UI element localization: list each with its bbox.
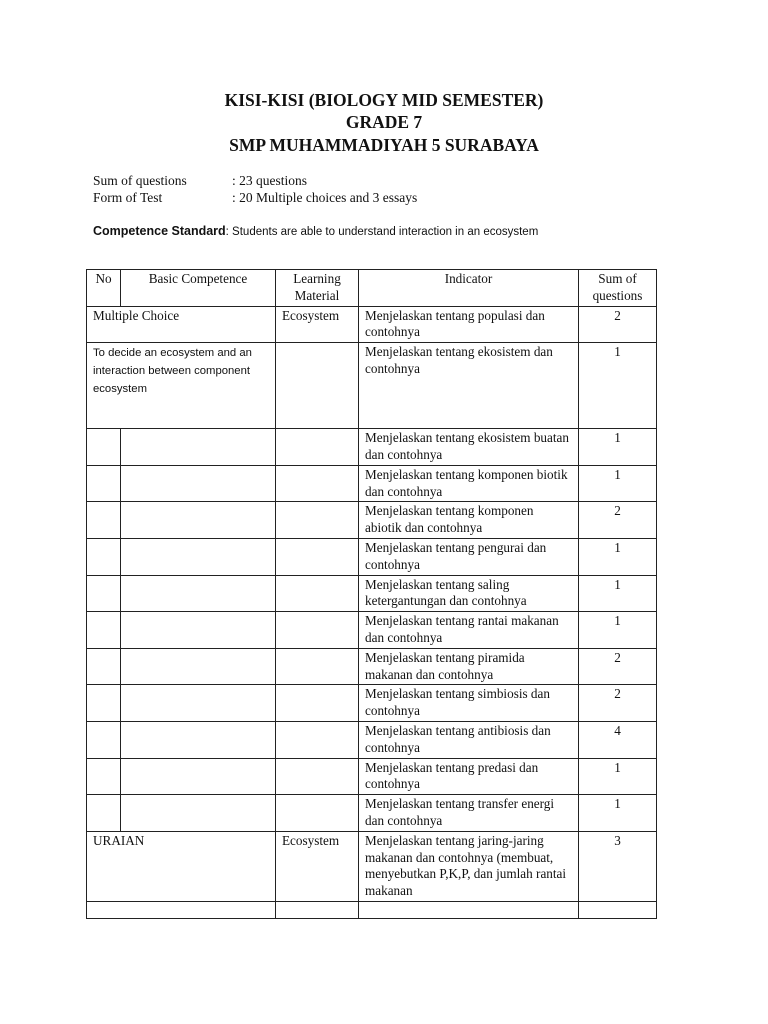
meta-sum-of-questions (93, 172, 307, 189)
no-cell (87, 721, 121, 758)
learning-material-cell (276, 758, 359, 795)
basic-competence-cell (121, 795, 276, 832)
learning-material-cell (276, 429, 359, 466)
basic-competence-cell (121, 648, 276, 685)
sum-cell: 3 (579, 831, 657, 901)
header-sum-of-questions: Sum of questions (579, 270, 657, 307)
no-cell (87, 538, 121, 575)
sum-cell: 1 (579, 795, 657, 832)
meta-form-of-test (93, 189, 417, 206)
indicator-cell: Menjelaskan tentang ekosistem dan contohnya (359, 343, 579, 429)
basic-competence-cell (121, 575, 276, 612)
indicator-cell: Menjelaskan tentang ekosistem buatan dan contohnya (359, 429, 579, 466)
table-row (87, 465, 657, 502)
sum-cell: 2 (579, 648, 657, 685)
sum-cell: 1 (579, 343, 657, 429)
meta-label: Form of Test (93, 190, 163, 205)
no-cell (87, 429, 121, 466)
empty-cell (87, 901, 276, 918)
table-header-row (87, 270, 657, 307)
table-row (87, 538, 657, 575)
header-indicator: Indicator (359, 270, 579, 307)
meta-value: : 23 questions (232, 173, 308, 188)
indicator-cell: Menjelaskan tentang rantai makanan dan contohnya (359, 612, 579, 649)
indicator-cell: Menjelaskan tentang saling ketergantungan dan contohnya (359, 575, 579, 612)
sum-cell: 2 (579, 502, 657, 539)
basic-competence-cell (121, 465, 276, 502)
table-row (87, 795, 657, 832)
table-row (87, 648, 657, 685)
meta-value: : 20 Multiple choices and 3 essays (232, 190, 418, 205)
basic-competence-cell: To decide an ecosystem and an interaction between component ecosystem (87, 343, 276, 429)
empty-cell (579, 901, 657, 918)
empty-last-row (87, 901, 657, 918)
sum-cell: 1 (579, 612, 657, 649)
table-row (87, 429, 657, 466)
header-basic-competence: Basic Competence (121, 270, 276, 307)
sum-cell: 4 (579, 721, 657, 758)
learning-material-cell (276, 612, 359, 649)
section-label: URAIAN (87, 831, 276, 901)
table-row (87, 502, 657, 539)
indicator-cell: Menjelaskan tentang predasi dan contohnya (359, 758, 579, 795)
header-learning-material: Learning Material (276, 270, 359, 307)
sum-cell: 1 (579, 575, 657, 612)
basic-competence-cell (121, 538, 276, 575)
learning-material-cell (276, 648, 359, 685)
header-no: No (87, 270, 121, 307)
document-title-line-3: SMP MUHAMMADIYAH 5 SURABAYA (229, 135, 539, 155)
sum-cell: 2 (579, 306, 657, 343)
section-essay-row (87, 831, 657, 901)
learning-material-cell (276, 795, 359, 832)
no-cell (87, 648, 121, 685)
sum-cell: 1 (579, 758, 657, 795)
learning-material-cell (276, 343, 359, 429)
learning-material-cell (276, 465, 359, 502)
basic-competence-cell (121, 429, 276, 466)
basic-competence-row (87, 343, 657, 429)
indicator-rows (87, 429, 657, 832)
no-cell (87, 795, 121, 832)
kisi-kisi-table (86, 269, 657, 919)
no-cell (87, 685, 121, 722)
learning-material-cell: Ecosystem (276, 831, 359, 901)
indicator-cell: Menjelaskan tentang simbiosis dan contohnya (359, 685, 579, 722)
no-cell (87, 612, 121, 649)
empty-cell (359, 901, 579, 918)
learning-material-cell: Ecosystem (276, 306, 359, 343)
indicator-cell: Menjelaskan tentang komponen biotik dan contohnya (359, 465, 579, 502)
basic-competence-cell (121, 685, 276, 722)
table-row (87, 685, 657, 722)
basic-competence-cell (121, 721, 276, 758)
no-cell (87, 502, 121, 539)
sum-cell: 1 (579, 538, 657, 575)
indicator-cell: Menjelaskan tentang pengurai dan contohnya (359, 538, 579, 575)
meta-label: Sum of questions (93, 173, 187, 188)
indicator-cell: Menjelaskan tentang piramida makanan dan contohnya (359, 648, 579, 685)
learning-material-cell (276, 502, 359, 539)
competence-standard-label: Competence Standard (93, 224, 226, 238)
competence-standard (93, 222, 538, 241)
learning-material-cell (276, 685, 359, 722)
basic-competence-cell (121, 612, 276, 649)
table-row (87, 612, 657, 649)
section-label: Multiple Choice (87, 306, 276, 343)
no-cell (87, 465, 121, 502)
document-title-line-2: GRADE 7 (345, 112, 423, 132)
sum-cell: 1 (579, 465, 657, 502)
table-row (87, 721, 657, 758)
learning-material-cell (276, 538, 359, 575)
indicator-cell: Menjelaskan tentang komponen abiotik dan contohnya (359, 502, 579, 539)
empty-cell (276, 901, 359, 918)
indicator-cell: Menjelaskan tentang antibiosis dan contohnya (359, 721, 579, 758)
learning-material-cell (276, 721, 359, 758)
indicator-cell: Menjelaskan tentang transfer energi dan contohnya (359, 795, 579, 832)
basic-competence-cell (121, 502, 276, 539)
learning-material-cell (276, 575, 359, 612)
section-multiple-choice-row (87, 306, 657, 343)
basic-competence-cell (121, 758, 276, 795)
no-cell (87, 575, 121, 612)
table-row (87, 575, 657, 612)
competence-standard-value: : Students are able to understand interaction in an ecosystem (225, 226, 539, 238)
indicator-cell: Menjelaskan tentang jaring-jaring makanan dan contohnya (membuat, menyebutkan P,K,P, dan jumlah rantai makanan (359, 831, 579, 901)
document-title-line-1: KISI-KISI (BIOLOGY MID SEMESTER) (224, 90, 544, 110)
indicator-cell: Menjelaskan tentang populasi dan contohnya (359, 306, 579, 343)
sum-cell: 2 (579, 685, 657, 722)
sum-cell: 1 (579, 429, 657, 466)
no-cell (87, 758, 121, 795)
table-row (87, 758, 657, 795)
